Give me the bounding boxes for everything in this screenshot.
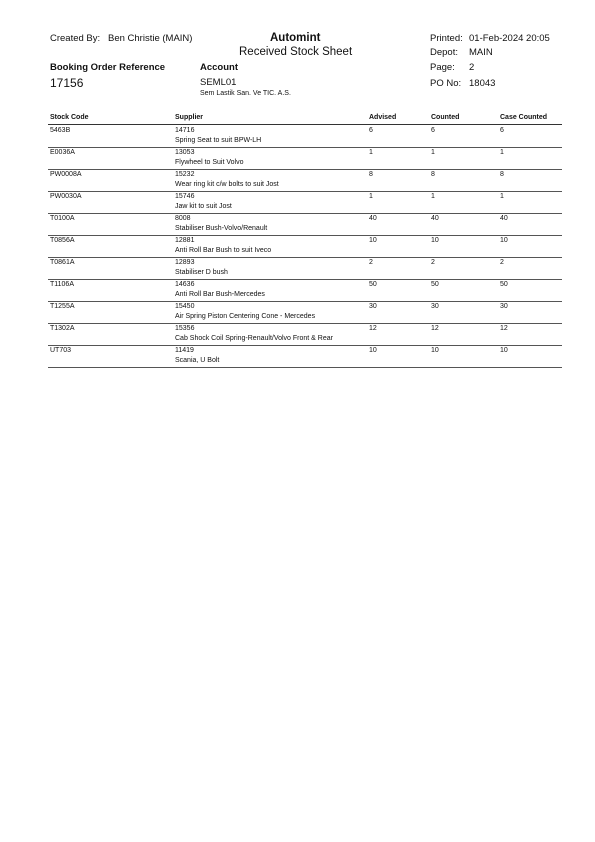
col-stock-code: Stock Code bbox=[50, 114, 89, 121]
account-label: Account bbox=[200, 62, 238, 73]
supplier-code-cell: 13053 bbox=[175, 149, 195, 156]
counted-cell: 30 bbox=[431, 303, 439, 310]
supplier-code-cell: 11419 bbox=[175, 347, 194, 354]
supplier-code-cell: 8008 bbox=[175, 215, 191, 222]
case-counted-cell: 1 bbox=[500, 193, 504, 200]
supplier-code-cell: 15746 bbox=[175, 193, 195, 200]
description-cell: Wear ring kit c/w bolts to suit Jost bbox=[175, 181, 279, 188]
supplier-code-cell: 15450 bbox=[175, 303, 195, 310]
stock-code-cell: UT703 bbox=[50, 347, 72, 354]
row-divider bbox=[48, 367, 562, 368]
description-cell: Stabiliser D bush bbox=[175, 269, 228, 276]
advised-cell: 12 bbox=[369, 325, 377, 332]
header-rule bbox=[48, 124, 562, 125]
counted-cell: 1 bbox=[431, 149, 435, 156]
counted-cell: 10 bbox=[431, 237, 439, 244]
stock-code-cell: T0100A bbox=[50, 215, 75, 222]
depot-value: MAIN bbox=[469, 47, 493, 58]
case-counted-cell: 12 bbox=[500, 325, 508, 332]
counted-cell: 6 bbox=[431, 127, 435, 134]
description-cell: Anti Roll Bar Bush to suit Iveco bbox=[175, 247, 272, 254]
stock-code-cell: 5463B bbox=[50, 127, 71, 134]
advised-cell: 1 bbox=[369, 193, 373, 200]
case-counted-cell: 50 bbox=[500, 281, 508, 288]
row-divider bbox=[48, 169, 562, 170]
depot-label: Depot: bbox=[430, 47, 458, 58]
row-divider bbox=[48, 301, 562, 302]
account-code: SEML01 bbox=[200, 77, 237, 88]
case-counted-cell: 6 bbox=[500, 127, 504, 134]
report-title: Received Stock Sheet bbox=[239, 46, 353, 58]
advised-cell: 40 bbox=[369, 215, 377, 222]
advised-cell: 6 bbox=[369, 127, 373, 134]
description-cell: Air Spring Piston Centering Cone - Mercedes bbox=[175, 313, 316, 320]
po-number: 18043 bbox=[469, 78, 496, 89]
page-label: Page: bbox=[430, 62, 455, 73]
supplier-code-cell: 15356 bbox=[175, 325, 195, 332]
description-cell: Anti Roll Bar Bush-Mercedes bbox=[175, 291, 265, 298]
case-counted-cell: 1 bbox=[500, 149, 504, 156]
created-by-label: Created By: bbox=[50, 33, 101, 44]
page-number: 2 bbox=[469, 62, 475, 73]
supplier-code-cell: 14636 bbox=[175, 281, 195, 288]
counted-cell: 12 bbox=[431, 325, 439, 332]
case-counted-cell: 2 bbox=[500, 259, 504, 266]
counted-cell: 50 bbox=[431, 281, 439, 288]
advised-cell: 8 bbox=[369, 171, 373, 178]
po-label: PO No: bbox=[430, 78, 462, 89]
counted-cell: 8 bbox=[431, 171, 435, 178]
advised-cell: 30 bbox=[369, 303, 377, 310]
description-cell: Jaw kit to suit Jost bbox=[175, 203, 232, 210]
row-divider bbox=[48, 147, 562, 148]
col-supplier: Supplier bbox=[175, 114, 204, 121]
row-divider bbox=[48, 191, 562, 192]
row-divider bbox=[48, 235, 562, 236]
booking-reference: 17156 bbox=[50, 76, 84, 90]
description-cell: Stabiliser Bush-Volvo/Renault bbox=[175, 225, 268, 232]
stock-code-cell: T1106A bbox=[50, 281, 74, 288]
advised-cell: 1 bbox=[369, 149, 373, 156]
description-cell: Cab Shock Coil Spring-Renault/Volvo Front & Rear bbox=[175, 335, 333, 342]
row-divider bbox=[48, 279, 562, 280]
supplier-code-cell: 14716 bbox=[175, 127, 195, 134]
case-counted-cell: 10 bbox=[500, 237, 508, 244]
row-divider bbox=[48, 323, 562, 324]
stock-code-cell: T1255A bbox=[50, 303, 75, 310]
stock-code-cell: E0036A bbox=[50, 149, 75, 156]
advised-cell: 10 bbox=[369, 347, 377, 354]
company-name: Automint bbox=[270, 32, 321, 44]
advised-cell: 50 bbox=[369, 281, 377, 288]
col-case-counted: Case Counted bbox=[500, 114, 548, 121]
row-divider bbox=[48, 213, 562, 214]
stock-code-cell: T1302A bbox=[50, 325, 75, 332]
account-name: Sem Lastik San. Ve TIC. A.S. bbox=[200, 90, 291, 97]
counted-cell: 2 bbox=[431, 259, 435, 266]
case-counted-cell: 10 bbox=[500, 347, 508, 354]
col-counted: Counted bbox=[431, 114, 460, 121]
advised-cell: 10 bbox=[369, 237, 377, 244]
row-divider bbox=[48, 257, 562, 258]
supplier-code-cell: 15232 bbox=[175, 171, 195, 178]
stock-code-cell: T0856A bbox=[50, 237, 75, 244]
case-counted-cell: 40 bbox=[500, 215, 508, 222]
description-cell: Spring Seat to suit BPW-LH bbox=[175, 137, 262, 144]
advised-cell: 2 bbox=[369, 259, 373, 266]
counted-cell: 10 bbox=[431, 347, 439, 354]
created-by-value: Ben Christie (MAIN) bbox=[108, 33, 193, 44]
stock-code-cell: T0861A bbox=[50, 259, 75, 266]
stock-code-cell: PW0030A bbox=[50, 193, 82, 200]
booking-label: Booking Order Reference bbox=[50, 62, 166, 73]
printed-value: 01-Feb-2024 20:05 bbox=[469, 33, 550, 44]
printed-label: Printed: bbox=[430, 33, 463, 44]
stock-code-cell: PW0008A bbox=[50, 171, 82, 178]
description-cell: Scania, U Bolt bbox=[175, 357, 220, 364]
counted-cell: 1 bbox=[431, 193, 435, 200]
supplier-code-cell: 12893 bbox=[175, 259, 195, 266]
supplier-code-cell: 12881 bbox=[175, 237, 195, 244]
counted-cell: 40 bbox=[431, 215, 439, 222]
description-cell: Flywheel to Suit Volvo bbox=[175, 159, 244, 166]
case-counted-cell: 8 bbox=[500, 171, 504, 178]
case-counted-cell: 30 bbox=[500, 303, 508, 310]
row-divider bbox=[48, 345, 562, 346]
col-advised: Advised bbox=[369, 114, 397, 121]
